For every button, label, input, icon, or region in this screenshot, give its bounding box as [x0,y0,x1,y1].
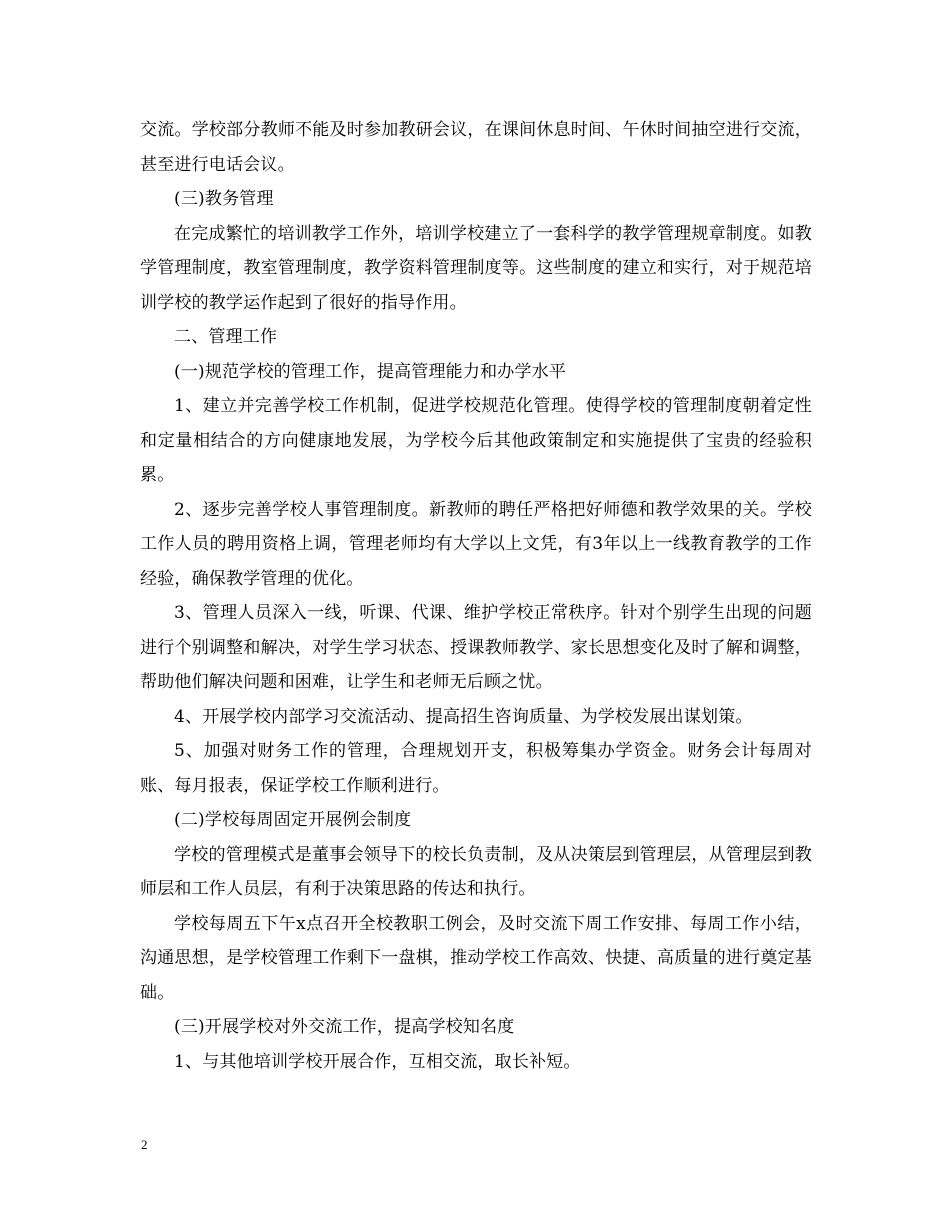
subsection-heading-external-exchange: (三)开展学校对外交流工作，提高学校知名度 [174,1017,515,1037]
list-item-external-1: 1、与其他培训学校开展合作，互相交流，取长补短。 [174,1051,581,1072]
section-heading-teaching-affairs: (三)教务管理 [174,189,274,209]
subsection-heading-weekly-meetings: (二)学校每周固定开展例会制度 [174,810,412,830]
list-item-2: 2、逐步完善学校人事管理制度。新教师的聘任严格把好师德和教学效果的关。学校工作人员的聘用资格上调，管理老师均有大学以上文凭，有3年以上一线教育教学的工作经验，确保教学管理的优化。 [140,499,812,589]
list-item-3: 3、管理人员深入一线，听课、代课、维护学校正常秩序。针对个别学生出现的问题进行个别调整和解决，对学生学习状态、授课教师教学、家长思想变化及时了解和调整，帮助他们解决问题和困难，让学生和老师无后顾之忧。 [140,603,812,692]
paragraph-2: 在完成繁忙的培训教学工作外，培训学校建立了一套科学的教学管理规章制度。如教学管理制度，教室管理制度，教学资料管理制度等。这些制度的建立和实行，对于规范培训学校的教学运作起到了很好的指导作用。 [140,223,812,313]
subsection-heading-standardize-management: (一)规范学校的管理工作，提高管理能力和办学水平 [174,361,567,382]
list-item-5: 5、加强对财务工作的管理，合理规划开支，积极筹集办学资金。财务会计每周对账、每月报表，保证学校工作顺利进行。 [140,741,812,796]
page-number: 2 [141,1137,148,1152]
section-heading-management-work: 二、管理工作 [174,327,278,347]
paragraph-weekly-meeting: 学校每周五下午x点召开全校教职工例会，及时交流下周工作安排、每周工作小结，沟通思想，是学校管理工作剩下一盘棋，推动学校工作高效、快捷、高质量的进行奠定基础。 [140,913,812,1003]
list-item-1: 1、建立并完善学校工作机制，促进学校规范化管理。使得学校的管理制度朝着定性和定量相结合的方向健康地发展，为学校今后其他政策制定和实施提供了宝贵的经验积累。 [140,396,812,485]
paragraph-1: 交流。学校部分教师不能及时参加教研会议，在课间休息时间、午休时间抽空进行交流，甚至进行电话会议。 [140,120,812,175]
list-item-4: 4、开展学校内部学习交流活动、提高招生咨询质量、为学校发展出谋划策。 [174,706,753,727]
document-body [140,113,812,1079]
paragraph-management-model: 学校的管理模式是董事会领导下的校长负责制，及从决策层到管理层，从管理层到教师层和工作人员层，有利于决策思路的传达和执行。 [140,844,812,899]
